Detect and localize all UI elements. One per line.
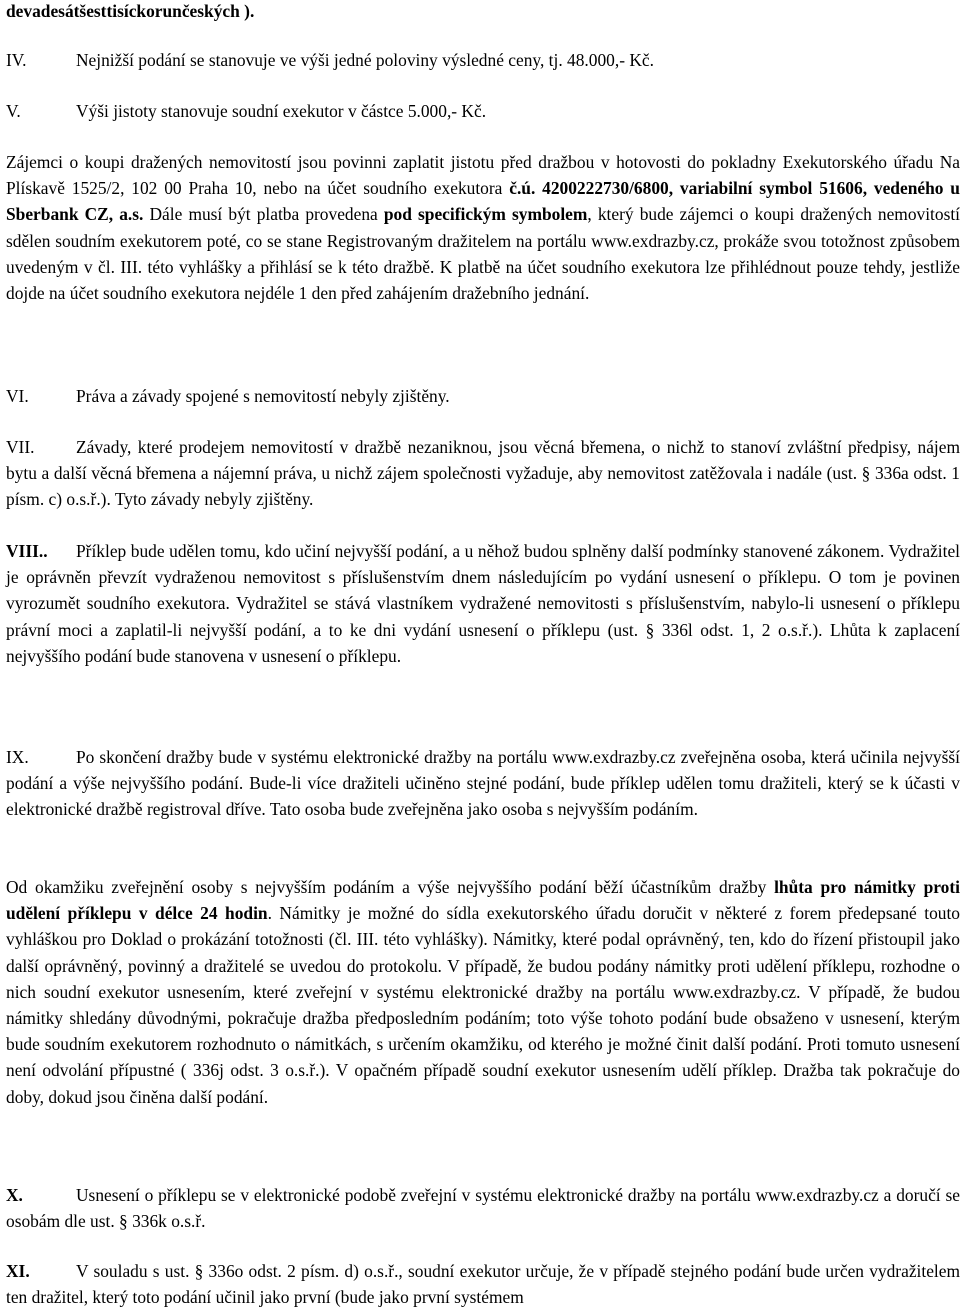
section-iv-number: IV. xyxy=(6,50,27,70)
paragraph-objections xyxy=(6,874,960,1110)
paragraph-deposit xyxy=(6,149,960,306)
deposit-symbol-bold: pod specifickým symbolem xyxy=(383,204,588,225)
section-iv xyxy=(6,47,960,73)
section-xi-text: V souladu s ust. § 336o odst. 2 písm. d) o.s.ř., soudní exekutor určuje, že v případě stejného podání bude určen vydražitelem ten dražitel, který toto podání učinil jako první (bude jako první systémem xyxy=(6,1261,960,1308)
deposit-text-a: Zájemci o koupi dražených nemovitostí jsou povinni zaplatit jistotu před dražbou v hotovosti do pokladny Exekutorského úřadu Na Plískavě 1525/2, 102 00 Praha 10, nebo na účet soudního exekutora xyxy=(6,152,960,199)
section-ix-number: IX. xyxy=(6,747,29,767)
section-xi xyxy=(6,1258,960,1310)
objections-text-c: . Námitky je možné do sídla exekutorského úřadu doručit v některé z forem předepsané touto vyhláškou pro Doklad o prokázání totožnosti (čl. III. této vyhlášky). Námitky, které podal oprávněný, ten, kdo do řízení přistoupil jako další oprávněný, povinný a dražitelé se uvedou do protokolu. V případě, že budou podány námitky proti udělení příklepu, rozhodne o nich soudní exekutor usnesením, které zveřejní v systému elektronické dražby na portálu www.exdrazby.cz. V případě, že budou námitky shledány důvodnými, pokračuje dražba předposledním podáním; toto výše tohoto podání bude obsaženo v usnesení, kterým bude soudním exekutorem rozhodnuto o námitkách, s určením okamžiku, od kterého je možné činit další podání. Proti tomuto usnesení není odvolání přípustné ( 336j odst. 3 o.s.ř.). V opačném případě soudní exekutor usnesením udělí příklep. Dražba tak pokračuje do doby, dokud jsou činěna další podání. xyxy=(6,903,960,1107)
objections-deadline-bold: lhůta pro námitky proti udělení příklepu v délce 24 hodin xyxy=(6,877,960,924)
paragraph-amount-words xyxy=(6,0,960,24)
section-iv-text: Nejnižší podání se stanovuje ve výši jedné poloviny výsledné ceny, tj. 48.000,- Kč. xyxy=(76,50,654,70)
deposit-text-c: Dále musí být platba provedena xyxy=(143,204,384,225)
section-vi-text: Práva a závady spojené s nemovitostí nebyly zjištěny. xyxy=(76,386,450,406)
section-vi-number: VI. xyxy=(6,386,29,406)
section-ix xyxy=(6,744,960,823)
section-x-number: X. xyxy=(6,1185,23,1205)
section-xi-number: XI. xyxy=(6,1261,30,1281)
section-viii-number: VIII.. xyxy=(6,541,48,561)
amount-words-text: devadesátšesttisíckorunčeských ). xyxy=(6,1,255,21)
deposit-text-e: , který bude zájemci o koupi dražených nemovitostí sdělen soudním exekutorem poté, co se stane Registrovaným dražitelem na portálu www.exdrazby.cz, prokáže svou totožnost způsobem uvedeným v čl. III. této vyhlášky a přihlásí se k této dražbě. K platbě na účet soudního exekutora lze přihlédnout pouze tehdy, jestliže dojde na účet soudního exekutora nejdéle 1 den před zahájením dražebního jednání. xyxy=(6,204,960,304)
section-viii-text: Příklep bude udělen tomu, kdo učiní nejvyšší podání, a u něhož budou splněny další podmínky stanovené zákonem. Vydražitel je oprávněn převzít vydraženou nemovitost s příslušenstvím dnem následujícím po vydání usnesení o příklepu. O tom je povinen vyrozumět soudního exekutora. Vydražitel se stává vlastníkem vydražené nemovitosti s příslušenstvím, nabylo-li usnesení o příklepu právní moci a zaplatil-li nejvyšší podání, a to ke dni vydání usnesení o příklepu (ust. § 336l odst. 1, 2 o.s.ř.). Lhůta k zaplacení nejvyššího podání bude stanovena v usnesení o příklepu. xyxy=(6,541,960,666)
section-x xyxy=(6,1182,960,1234)
section-vii xyxy=(6,434,960,513)
objections-text-a: Od okamžiku zveřejnění osoby s nejvyšším podáním a výše nejvyššího podání běží účastníkům dražby xyxy=(6,877,775,897)
section-viii xyxy=(6,538,960,669)
deposit-account-bold: č.ú. 4200222730/6800, variabilní symbol 51606, vedeného u Sberbank CZ, a.s. xyxy=(6,178,960,225)
section-v-number: V. xyxy=(6,101,21,121)
section-x-text: Usnesení o příklepu se v elektronické podobě zveřejní v systému elektronické dražby na portálu www.exdrazby.cz a doručí se osobám dle ust. § 336k o.s.ř. xyxy=(6,1185,960,1232)
section-vii-text: Závady, které prodejem nemovitostí v dražbě nezaniknou, jsou věcná břemena, o nichž to stanoví zvláštní předpisy, nájem bytu a další věcná břemena a nájemní práva, u nichž zájem společnosti vyžaduje, aby nemovitost zatěžovala i nadále (ust. § 336a odst. 1 písm. c) o.s.ř.). Tyto závady nebyly zjištěny. xyxy=(6,437,960,510)
section-vi xyxy=(6,383,960,409)
section-ix-text: Po skončení dražby bude v systému elektronické dražby na portálu www.exdrazby.cz zveřejněna osoba, která učinila nejvyšší podání a výše nejvyššího podání. Bude-li více dražiteli učiněno stejné podání, bude příklep udělen tomu dražiteli, který se k účasti v elektronické dražbě registroval dříve. Tato osoba bude zveřejněna jako osoba s nejvyšším podáním. xyxy=(6,747,960,820)
section-v xyxy=(6,98,960,124)
section-vii-number: VII. xyxy=(6,437,35,457)
section-v-text: Výši jistoty stanovuje soudní exekutor v částce 5.000,- Kč. xyxy=(76,101,487,121)
